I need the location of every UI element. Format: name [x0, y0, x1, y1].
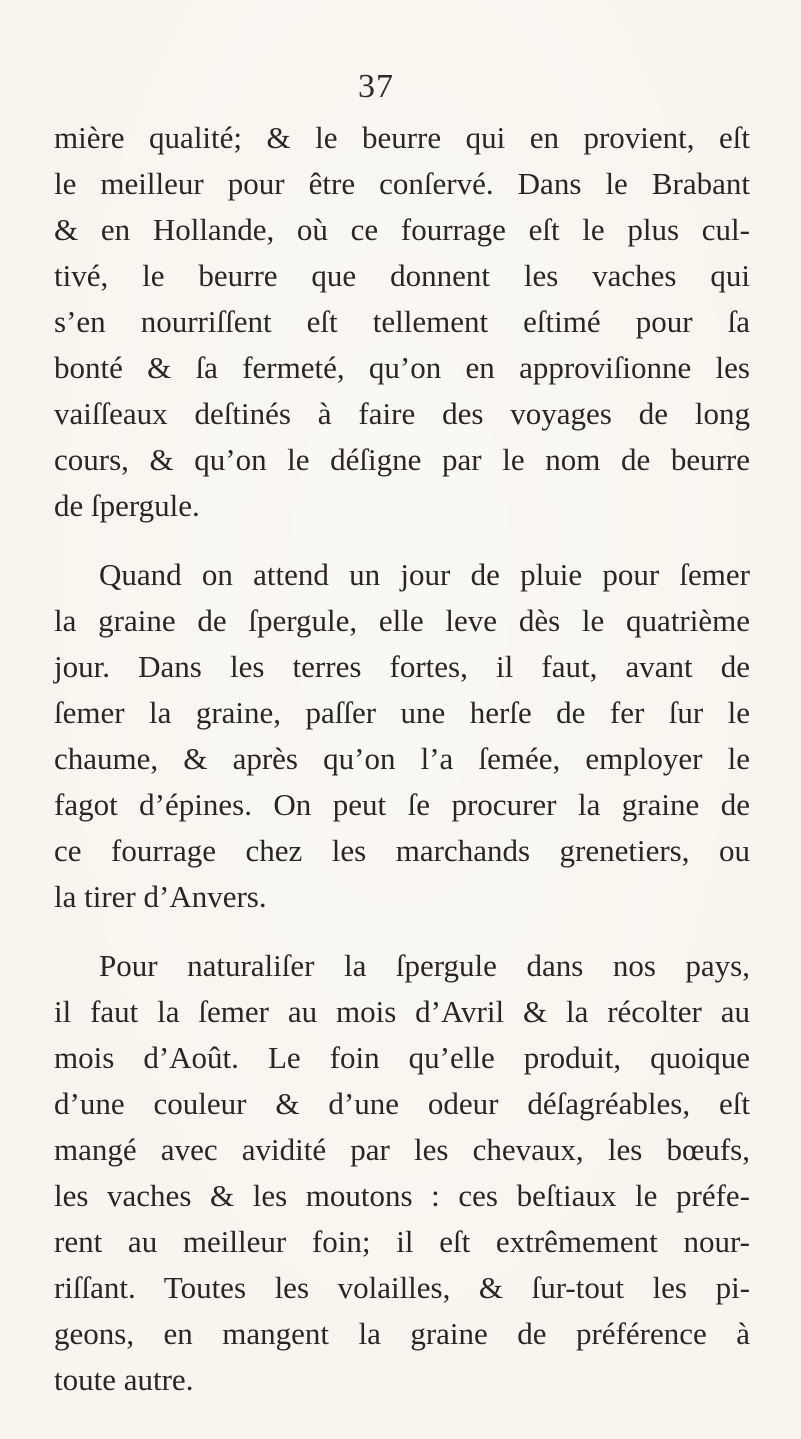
- text-line: riſſant. Toutes les volailles, & ſur-tout les pi-: [54, 1270, 750, 1305]
- text-line: Quand on attend un jour de pluie pour ſemer: [99, 557, 750, 592]
- text-line: bonté & ſa fermeté, qu’on en approviſionne les: [54, 350, 750, 385]
- text-line: cours, & qu’on le déſigne par le nom de beurre: [54, 442, 750, 477]
- text-line: la tirer d’Anvers.: [54, 879, 267, 914]
- text-line: les vaches & les moutons : ces beſtiaux le préfe-: [54, 1178, 750, 1213]
- text-line: fagot d’épines. On peut ſe procurer la graine de: [54, 787, 750, 822]
- page-number: 37: [358, 68, 394, 105]
- text-line: jour. Dans les terres fortes, il faut, avant de: [54, 649, 750, 684]
- text-line: tivé, le beurre que donnent les vaches qui: [54, 258, 750, 293]
- text-line: miѐre qualité; & le beurre qui en provient, eſt: [54, 120, 750, 155]
- text-line: le meilleur pour être conſervé. Dans le Brabant: [54, 166, 750, 201]
- text-line: Pour naturaliſer la ſpergule dans nos pays,: [99, 948, 750, 983]
- text-line: mois d’Août. Le foin qu’elle produit, quoique: [54, 1040, 750, 1075]
- text-line: toute autre.: [54, 1362, 194, 1397]
- text-line: ce fourrage chez les marchands grenetiers, ou: [54, 833, 750, 868]
- text-line: mangé avec avidité par les chevaux, les bœufs,: [54, 1132, 750, 1167]
- text-line: vaiſſeaux deſtinés à faire des voyages de long: [54, 396, 750, 431]
- text-line: ſemer la graine, paſſer une herſe de fer ſur le: [54, 695, 750, 730]
- text-line: geons, en mangent la graine de préférence à: [54, 1316, 750, 1351]
- text-line: de ſpergule.: [54, 488, 200, 523]
- text-line: s’en nourriſſent eſt tellement eſtimé pour ſa: [54, 304, 750, 339]
- text-line: il faut la ſemer au mois d’Avril & la récolter au: [54, 994, 750, 1029]
- text-line: d’une couleur & d’une odeur déſagréables, eſt: [54, 1086, 750, 1121]
- text-line: & en Hollande, où ce fourrage eſt le plus cul-: [54, 212, 750, 247]
- text-line: la graine de ſpergule, elle leve dès le quatrième: [54, 603, 750, 638]
- text-line: chaume, & après qu’on l’a ſemée, employer le: [54, 741, 750, 776]
- text-line: rent au meilleur foin; il eſt extrêmement nour-: [54, 1224, 750, 1259]
